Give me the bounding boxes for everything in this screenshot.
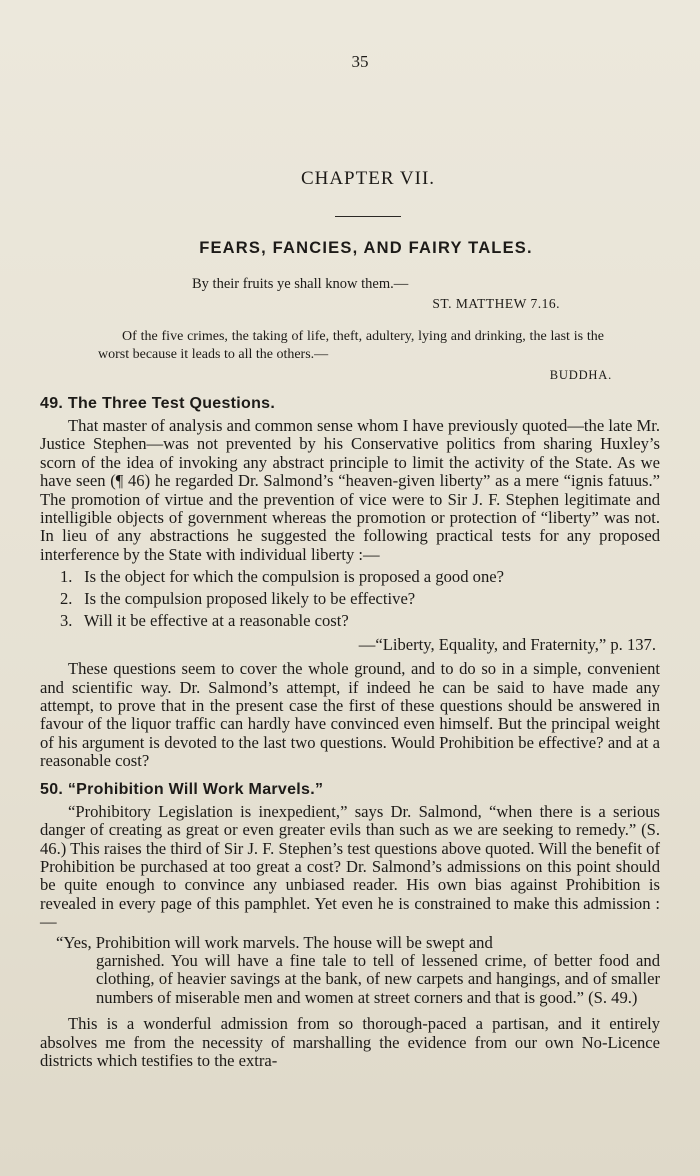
section-49-paragraph-1: That master of analysis and common sense whom I have previously quoted—the late Mr. Justice Stephen—was not prevented by his Conservative politics from sharing Huxley’s scorn of the idea of invoking any abstract principle to limit the activity of the State. As we have seen (¶ 46) he regarded Dr. Salmond’s “heaven-given liberty” as a mere “ignis fatuus.” The promotion of virtue and the prevention of vice were to Sir J. F. Stephen legitimate and intelligible objects of government whereas the promotion or protection of “liberty” was not. In lieu of any abstractions he suggested the following practical tests for any proposed interference by the State with individual liberty :— <box>40 416 660 564</box>
epigraph-2-attribution: BUDDHA. <box>549 368 612 382</box>
section-50-paragraph-2: This is a wonderful admission from so thorough-paced a partisan, and it entirely absolves me from the necessity of marshalling the evidence from our own No-Licence districts which testifies to the extra- <box>40 1014 660 1070</box>
salmond-quotation <box>56 934 660 1008</box>
section-50-paragraph-1: “Prohibitory Legislation is inexpedient,” says Dr. Salmond, “when there is a serious danger of creating as great or even greater evils than such as we are seeking to remedy.” (S. 46.) This raises the third of Sir J. F. Stephen’s test questions above quoted. Will the benefit of Prohibition be purchased at too great a cost? Dr. Salmond’s admissions on this point should be quite enough to convince any unbiased reader. His own bias against Prohibition is revealed in every page of this pamphlet. Yet even he is constrained to make this admission :— <box>40 801 660 932</box>
epigraph-1-text: By their fruits ye shall know them.— <box>192 276 409 292</box>
epigraph-2-text: Of the five crimes, the taking of life, theft, adultery, lying and drinking, the last is the worst because it leads to all the others.— <box>98 329 604 362</box>
chapter-heading: CHAPTER VII. <box>300 168 436 189</box>
citation-source: —“Liberty, Equality, and Fraternity,” p. 137. <box>358 635 656 655</box>
quotation-first-line: “Yes, Prohibition will work marvels. The house will be swept and <box>56 932 493 952</box>
section-50-heading: 50. “Prohibition Will Work Marvels.” <box>40 780 324 798</box>
quotation-continuation: garnished. You will have a fine tale to tell of lessened crime, of better food and clothing, of heavier savings at the bank, of new carpets and hangings, and of smaller numbers of miserable men and women at street corners and that is good.” (S. 49.) <box>96 950 660 1007</box>
question-item <box>60 610 656 632</box>
question-item <box>60 566 656 588</box>
question-number: 3. <box>60 611 73 631</box>
question-item <box>60 588 656 610</box>
chapter-title: FEARS, FANCIES, AND FAIRY TALES. <box>199 239 533 257</box>
page-number: 35 <box>351 52 369 71</box>
section-49-paragraph-2: These questions seem to cover the whole ground, and to do so in a simple, convenient and scientific way. Dr. Salmond’s attempt, if indeed he can be said to have made any attempt, to prove that in the present case the first of these questions should be answered in favour of the liquor traffic can hardly have convinced even himself. But the principal weight of his argument is devoted to the last two questions. Would Prohibition be effective? and at a reasonable cost? <box>40 659 660 771</box>
test-questions-list <box>60 566 656 632</box>
divider-rule <box>335 216 401 217</box>
question-number: 2. <box>60 589 73 609</box>
question-text: Is the compulsion proposed likely to be effective? <box>84 589 416 609</box>
question-text: Is the object for which the compulsion is proposed a good one? <box>84 567 504 587</box>
epigraph-1-attribution: ST. MATTHEW 7.16. <box>432 296 560 311</box>
section-49-heading: 49. The Three Test Questions. <box>40 395 276 412</box>
question-number: 1. <box>60 567 73 587</box>
question-text: Will it be effective at a reasonable cost? <box>83 611 349 631</box>
